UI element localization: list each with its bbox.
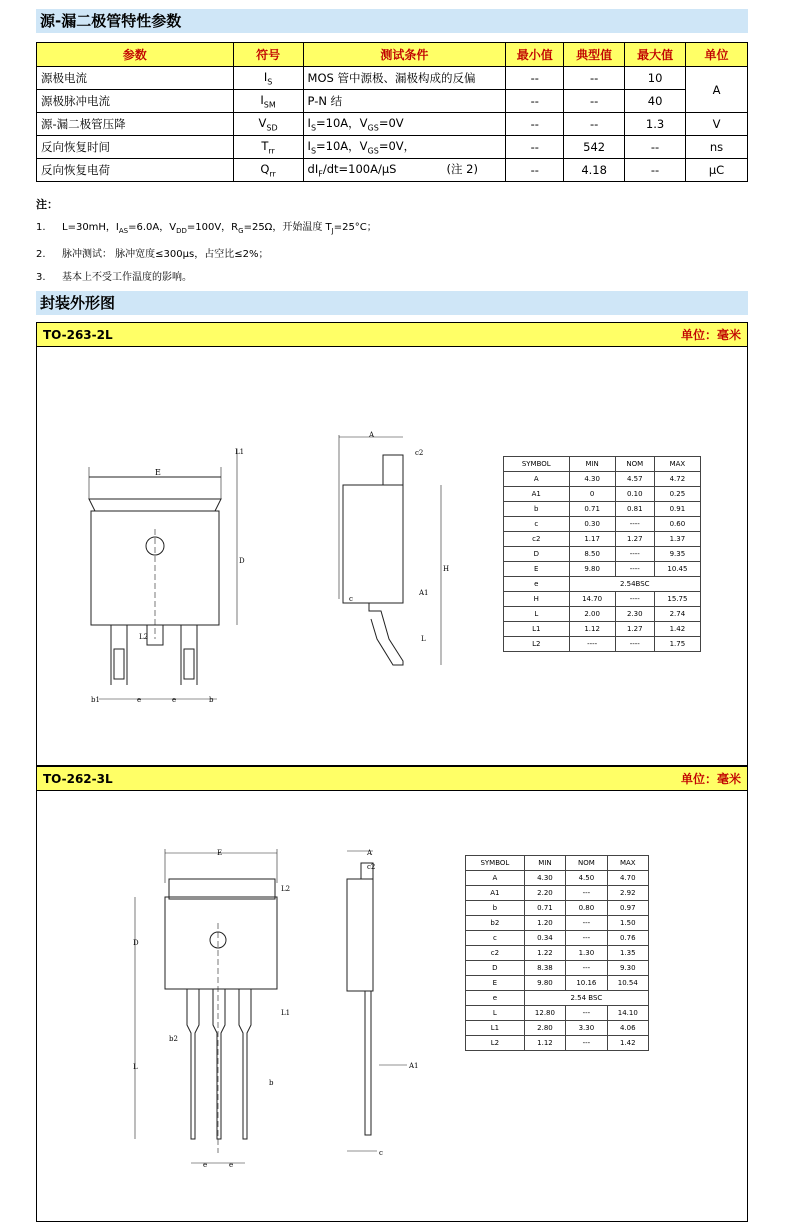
param-name: 源极电流 [37, 67, 234, 90]
dimension-cell: ---- [615, 562, 654, 577]
max-value: 1.3 [625, 113, 686, 136]
dimension-row [466, 916, 649, 931]
dimension-cell: ---- [569, 637, 615, 652]
test-condition: $dI_F/dt=100A/\mu S$ (注 2) [303, 159, 506, 182]
max-value: 40 [625, 90, 686, 113]
dimension-cell: 0.91 [654, 502, 700, 517]
svg-text:E: E [155, 468, 161, 477]
table-row [37, 136, 748, 159]
svg-text:b: b [269, 1079, 274, 1087]
notes-title: 注： [36, 198, 58, 211]
param-name: 反向恢复时间 [37, 136, 234, 159]
test-condition: P-N 结 [303, 90, 506, 113]
section-title-diode: 源-漏二极管特性参数 [36, 9, 748, 33]
dimension-cell: 4.30 [524, 871, 565, 886]
dimension-cell: --- [566, 1006, 607, 1021]
dimension-row [504, 532, 701, 547]
min-value: -- [506, 136, 564, 159]
dimension-row [466, 976, 649, 991]
dimension-cell: 2.54 BSC [524, 991, 648, 1006]
dimension-cell: c2 [466, 946, 525, 961]
unit-value: V [686, 113, 748, 136]
dimension-cell: b [466, 901, 525, 916]
dimension-cell: 1.20 [524, 916, 565, 931]
param-name: 源-漏二极管压降 [37, 113, 234, 136]
param-symbol: $Q_{rr}$ [233, 159, 303, 182]
dimension-header-cell: NOM [615, 457, 654, 472]
dimension-header-cell: MIN [569, 457, 615, 472]
dimension-row [504, 607, 701, 622]
table-row [37, 159, 748, 182]
dimension-cell: 0.76 [607, 931, 648, 946]
dimension-row [466, 931, 649, 946]
package-name: TO-262-3L [43, 771, 113, 786]
dimension-row [466, 871, 649, 886]
to262-dimension-table [465, 855, 649, 1051]
unit-value: ns [686, 136, 748, 159]
dimension-cell: e [466, 991, 525, 1006]
test-condition: $I_S=10A$，$V_{GS}=0V$， [303, 136, 506, 159]
package-to263 [36, 322, 748, 766]
header-min: 最小值 [506, 43, 564, 67]
dimension-cell: 2.92 [607, 886, 648, 901]
max-value: -- [625, 159, 686, 182]
svg-text:b: b [209, 696, 214, 704]
svg-text:A1: A1 [419, 589, 429, 597]
unit-value: μC [686, 159, 748, 182]
dimension-cell: 4.30 [569, 472, 615, 487]
dimension-cell: 0.71 [524, 901, 565, 916]
dimension-cell: D [504, 547, 570, 562]
note-2: 2. 脉冲测试： 脉冲宽度≤300μs，占空比≤2%； [36, 249, 269, 260]
typ-value: -- [564, 90, 625, 113]
typ-value: 4.18 [564, 159, 625, 182]
dimension-cell: --- [566, 886, 607, 901]
dimension-cell: A [504, 472, 570, 487]
dimension-cell: 1.17 [569, 532, 615, 547]
typ-value: -- [564, 113, 625, 136]
max-value: 10 [625, 67, 686, 90]
dimension-cell: 4.70 [607, 871, 648, 886]
header-condition: 测试条件 [303, 43, 506, 67]
dimension-header-cell: MAX [607, 856, 648, 871]
dimension-cell: L1 [466, 1021, 525, 1036]
dimension-row [504, 562, 701, 577]
svg-text:L2: L2 [139, 633, 149, 641]
min-value: -- [506, 159, 564, 182]
table-row [37, 67, 748, 90]
dimension-cell: E [504, 562, 570, 577]
dimension-cell: --- [566, 1036, 607, 1051]
svg-text:A: A [369, 431, 375, 439]
dimension-row [466, 1036, 649, 1051]
dimension-header-cell: SYMBOL [504, 457, 570, 472]
header-param: 参数 [37, 43, 234, 67]
dimension-cell: H [504, 592, 570, 607]
dimension-row [466, 1006, 649, 1021]
svg-text:H: H [443, 565, 450, 573]
dimension-cell: 2.00 [569, 607, 615, 622]
note-3: 3. 基本上不受工作温度的影响。 [36, 272, 192, 283]
dimension-row [466, 961, 649, 976]
typ-value: -- [564, 67, 625, 90]
dimension-cell: 0.34 [524, 931, 565, 946]
package-to262 [36, 766, 748, 1222]
dimension-cell: L1 [504, 622, 570, 637]
dimension-cell: 1.37 [654, 532, 700, 547]
to262-front-view [133, 849, 290, 1169]
dimension-cell: ---- [615, 592, 654, 607]
dimension-cell: L [504, 607, 570, 622]
dimension-header-cell: NOM [566, 856, 607, 871]
dimension-cell: --- [566, 961, 607, 976]
dimension-cell: 12.80 [524, 1006, 565, 1021]
svg-text:e: e [137, 696, 142, 704]
table-row [37, 90, 748, 113]
dimension-cell: 0.81 [615, 502, 654, 517]
svg-text:c: c [349, 595, 353, 603]
dimension-cell: 1.75 [654, 637, 700, 652]
dimension-row [504, 637, 701, 652]
svg-text:D: D [133, 939, 139, 947]
dimension-cell: 0.10 [615, 487, 654, 502]
dimension-cell: 1.12 [569, 622, 615, 637]
dimension-cell: 9.80 [569, 562, 615, 577]
dimension-cell: ---- [615, 637, 654, 652]
svg-text:D: D [239, 557, 245, 565]
param-symbol: $V_{SD}$ [233, 113, 303, 136]
param-symbol: $I_S$ [233, 67, 303, 90]
dimension-header-cell: MIN [524, 856, 565, 871]
dimension-cell: 8.38 [524, 961, 565, 976]
min-value: -- [506, 67, 564, 90]
dimension-cell: 2.74 [654, 607, 700, 622]
dimension-header-cell: MAX [654, 457, 700, 472]
dimension-header-row [504, 457, 701, 472]
to262-side-view [347, 849, 419, 1157]
dimension-row [466, 946, 649, 961]
dimension-row [466, 991, 649, 1006]
dimension-cell: 15.75 [654, 592, 700, 607]
dimension-cell: D [466, 961, 525, 976]
dimension-cell: 2.20 [524, 886, 565, 901]
dimension-row [504, 622, 701, 637]
table-header-row [37, 43, 748, 67]
dimension-cell: c [504, 517, 570, 532]
dimension-cell: 1.22 [524, 946, 565, 961]
dimension-row [504, 517, 701, 532]
dimension-cell: 0.30 [569, 517, 615, 532]
param-symbol: $T_{rr}$ [233, 136, 303, 159]
svg-text:L1: L1 [281, 1009, 291, 1017]
dimension-cell: 1.27 [615, 622, 654, 637]
dimension-cell: 14.10 [607, 1006, 648, 1021]
dimension-cell: 10.16 [566, 976, 607, 991]
dimension-row [504, 472, 701, 487]
dimension-cell: 10.54 [607, 976, 648, 991]
dimension-cell: 9.80 [524, 976, 565, 991]
dimension-cell: 9.35 [654, 547, 700, 562]
to263-dimension-table [503, 456, 701, 652]
max-value: -- [625, 136, 686, 159]
dimension-cell: 0.80 [566, 901, 607, 916]
dimension-cell: A1 [466, 886, 525, 901]
dimension-cell: 1.42 [654, 622, 700, 637]
svg-text:e: e [229, 1161, 234, 1169]
svg-text:L1: L1 [235, 448, 245, 456]
dimension-cell: 2.30 [615, 607, 654, 622]
dimension-cell: E [466, 976, 525, 991]
dimension-cell: c [466, 931, 525, 946]
dimension-cell: L2 [466, 1036, 525, 1051]
diode-params-table [36, 42, 748, 182]
dimension-cell: --- [566, 916, 607, 931]
dimension-cell: 0.71 [569, 502, 615, 517]
package-unit: 单位：毫米 [680, 772, 741, 786]
note-1: 1. L=30mH，$I_{AS}=6.0A$，$V_{DD}=100V$，$R_G=25\Omega$，开始温度 $T_J=25^\circ C$； [36, 222, 377, 235]
to263-front-view [89, 448, 245, 704]
header-max: 最大值 [625, 43, 686, 67]
dimension-cell: e [504, 577, 570, 592]
typ-value: 542 [564, 136, 625, 159]
dimension-cell: A [466, 871, 525, 886]
unit-value: A [686, 67, 748, 113]
dimension-cell: c2 [504, 532, 570, 547]
dimension-cell: 0.60 [654, 517, 700, 532]
dimension-cell: 4.50 [566, 871, 607, 886]
dimension-cell: 2.80 [524, 1021, 565, 1036]
dimension-row [504, 487, 701, 502]
dimension-cell: 3.30 [566, 1021, 607, 1036]
package-name: TO-263-2L [43, 327, 113, 342]
dimension-row [466, 1021, 649, 1036]
table-row [37, 113, 748, 136]
svg-text:c2: c2 [415, 449, 424, 457]
dimension-cell: A1 [504, 487, 570, 502]
dimension-cell: 0.97 [607, 901, 648, 916]
svg-text:A: A [367, 849, 373, 857]
dimension-cell: ---- [615, 517, 654, 532]
dimension-cell: 1.42 [607, 1036, 648, 1051]
dimension-cell: b [504, 502, 570, 517]
svg-text:L: L [421, 635, 426, 643]
section-title-package: 封装外形图 [36, 291, 748, 315]
svg-text:e: e [172, 696, 177, 704]
dimension-cell: ---- [615, 547, 654, 562]
param-symbol: $I_{SM}$ [233, 90, 303, 113]
header-typ: 典型值 [564, 43, 625, 67]
notes [36, 193, 377, 289]
dimension-row [504, 547, 701, 562]
svg-text:c2: c2 [367, 863, 376, 871]
dimension-cell: 1.50 [607, 916, 648, 931]
svg-text:L: L [133, 1063, 138, 1071]
param-name: 反向恢复电荷 [37, 159, 234, 182]
param-name: 源极脉冲电流 [37, 90, 234, 113]
dimension-row [466, 886, 649, 901]
dimension-row [504, 577, 701, 592]
dimension-cell: 1.35 [607, 946, 648, 961]
dimension-header-cell: SYMBOL [466, 856, 525, 871]
svg-text:c: c [379, 1149, 383, 1157]
dimension-cell: L2 [504, 637, 570, 652]
package-title-bar [37, 767, 747, 791]
to263-side-view [339, 431, 449, 665]
dimension-cell: 1.12 [524, 1036, 565, 1051]
dimension-cell: 8.50 [569, 547, 615, 562]
dimension-cell: 4.72 [654, 472, 700, 487]
dimension-row [504, 592, 701, 607]
dimension-cell: b2 [466, 916, 525, 931]
header-unit: 单位 [686, 43, 748, 67]
svg-text:b1: b1 [91, 696, 100, 704]
min-value: -- [506, 90, 564, 113]
dimension-cell: 14.70 [569, 592, 615, 607]
dimension-row [466, 901, 649, 916]
min-value: -- [506, 113, 564, 136]
test-condition: MOS 管中源极、漏极构成的反偏 [303, 67, 506, 90]
dimension-cell: 1.30 [566, 946, 607, 961]
dimension-cell: 0 [569, 487, 615, 502]
dimension-header-row [466, 856, 649, 871]
header-symbol: 符号 [233, 43, 303, 67]
svg-text:b2: b2 [169, 1035, 178, 1043]
dimension-cell: 2.54BSC [569, 577, 700, 592]
test-condition: $I_S=10A$，$V_{GS}=0V$ [303, 113, 506, 136]
dimension-cell: 4.06 [607, 1021, 648, 1036]
dimension-cell: --- [566, 931, 607, 946]
dimension-row [504, 502, 701, 517]
package-unit: 单位：毫米 [680, 328, 741, 342]
svg-text:E: E [217, 849, 223, 857]
dimension-cell: 1.27 [615, 532, 654, 547]
dimension-cell: 0.25 [654, 487, 700, 502]
dimension-cell: 4.57 [615, 472, 654, 487]
svg-text:L2: L2 [281, 885, 291, 893]
dimension-cell: 10.45 [654, 562, 700, 577]
svg-text:e: e [203, 1161, 208, 1169]
dimension-cell: 9.30 [607, 961, 648, 976]
package-title-bar [37, 323, 747, 347]
svg-text:A1: A1 [409, 1062, 419, 1070]
dimension-cell: L [466, 1006, 525, 1021]
